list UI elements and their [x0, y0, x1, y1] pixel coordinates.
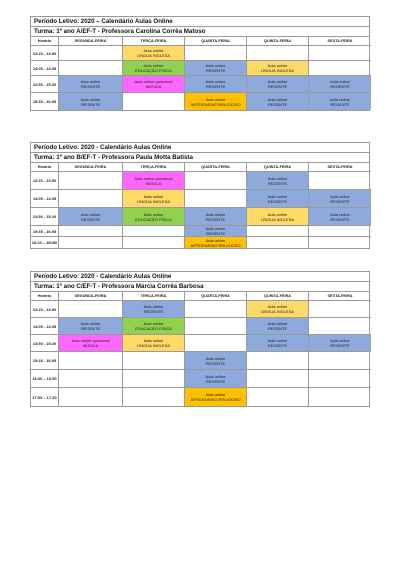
empty-slot [59, 237, 123, 248]
subject-label: MÚSICA [145, 180, 162, 186]
subject-label: REGENTE [205, 360, 226, 366]
class-slot [309, 93, 371, 110]
time-slot: 14:50 - 15:20 [31, 76, 59, 93]
subject-label: REGENTE [80, 101, 101, 107]
class-slot [59, 335, 123, 352]
class-mode-label: Aula online [143, 193, 164, 199]
class-slot [247, 208, 309, 226]
subject-label: REGENTE [330, 343, 350, 348]
subject-label: REGENTE [143, 309, 164, 314]
class-teacher-heading: Turma: 1º ano B/EF-T - Professora Paula Motta Batista [31, 153, 369, 163]
empty-slot [123, 352, 185, 370]
column-header-day: QUARTA-FEIRA [185, 163, 247, 172]
empty-slot [59, 172, 123, 190]
subject-label: REGENTE [80, 216, 101, 222]
subject-label: LÍNGUA INGLESA [136, 53, 171, 58]
time-slot: 16:20 – 16:50 [31, 370, 59, 388]
time-slot: 16:20 – 16h50 [31, 237, 59, 248]
class-mode-label: Aula online [143, 211, 164, 217]
empty-slot [59, 226, 123, 237]
class-slot [123, 208, 185, 226]
class-slot [247, 76, 309, 93]
class-slot [247, 61, 309, 76]
class-slot [309, 208, 371, 226]
empty-slot [247, 237, 309, 248]
class-mode-label: Aula online [205, 355, 226, 361]
class-mode-label: Aula online [205, 392, 226, 397]
class-mode-label: Aula online [330, 79, 350, 84]
class-slot [309, 335, 371, 352]
class-slot [309, 190, 371, 208]
class-slot [123, 335, 185, 352]
schedule-title: Período Letivo: 2020 - Calendário Aulas Online [31, 143, 369, 153]
empty-slot [185, 301, 247, 318]
column-header-day: TERÇA-FEIRA [123, 37, 185, 46]
subject-label: EDUCAÇÃO FÍSICA [135, 326, 172, 331]
empty-slot [59, 388, 123, 406]
class-mode-label: Aula online [267, 338, 288, 343]
column-header-day: SEGUNDA-FEIRA [59, 292, 123, 301]
time-slot: 14:05 - 14:35 [31, 190, 59, 208]
time-slot: 14:50 - 15:20 [31, 335, 59, 352]
class-slot [59, 318, 123, 335]
subject-label: REGENTE [80, 84, 101, 89]
class-mode-label: Aula online [205, 211, 226, 217]
subject-label: REGENTE [205, 68, 226, 73]
subject-label: REGENTE [330, 84, 350, 89]
subject-label: REGENTE [205, 231, 226, 236]
empty-slot [185, 172, 247, 190]
class-slot [123, 172, 185, 190]
class-mode-label: Aula online [267, 96, 288, 102]
class-mode-label: Aula online [80, 96, 101, 102]
class-mode-label: Aula online [267, 211, 288, 217]
time-slot: 15:35 - 16:05 [31, 93, 59, 110]
subject-label: ARTE/ENSINO RELIGIOSO [190, 397, 241, 402]
class-slot [59, 93, 123, 110]
class-mode-label: Aula online [267, 304, 288, 309]
schedule-title: Período Letivo: 2020 – Calendário Aulas Online [31, 17, 369, 27]
class-slot [185, 61, 247, 76]
empty-slot [185, 46, 247, 61]
class-slot [247, 172, 309, 190]
class-mode-label: Aula online [205, 226, 226, 231]
subject-label: REGENTE [205, 84, 226, 89]
class-mode-label: Aula online quinzenal [71, 338, 110, 343]
class-mode-label: Aula online [267, 79, 288, 84]
empty-slot [309, 172, 371, 190]
subject-label: REGENTE [330, 216, 350, 222]
class-mode-label: Aula online [143, 48, 164, 53]
class-slot [123, 301, 185, 318]
empty-slot [309, 318, 371, 335]
class-mode-label: Aula online [330, 338, 350, 343]
class-slot [123, 76, 185, 93]
class-slot [123, 61, 185, 76]
time-slot: 13:20 - 13:50 [31, 172, 59, 190]
column-header-day: QUARTA-FEIRA [185, 292, 247, 301]
subject-label: REGENTE [267, 101, 288, 107]
column-header-day: QUARTA-FEIRA [185, 37, 247, 46]
schedule-grid [31, 292, 369, 406]
class-mode-label: Aula online [267, 193, 288, 199]
empty-slot [59, 61, 123, 76]
class-mode-label: Aula online [267, 321, 288, 326]
class-mode-label: Aula online [267, 175, 288, 181]
class-slot [247, 93, 309, 110]
class-slot [247, 190, 309, 208]
class-slot [59, 76, 123, 93]
class-teacher-heading: Turma: 1º ano A/EF-T - Professora Carolina Corrêa Matoso [31, 27, 369, 37]
empty-slot [309, 370, 371, 388]
empty-slot [59, 301, 123, 318]
subject-label: ARTE/ENSINO RELIGIOSO [190, 242, 241, 248]
class-slot [247, 301, 309, 318]
class-slot [59, 208, 123, 226]
class-slot [123, 190, 185, 208]
schedule-title: Período Letivo: 2020 - Calendário Aulas Online [31, 272, 369, 282]
class-mode-label: Aula online [143, 338, 164, 343]
empty-slot [247, 388, 309, 406]
class-slot [185, 226, 247, 237]
schedule-table [30, 142, 370, 249]
class-slot [247, 318, 309, 335]
schedule-table [30, 271, 370, 407]
class-mode-label: Aula online [330, 211, 350, 217]
empty-slot [309, 352, 371, 370]
empty-slot [123, 226, 185, 237]
subject-label: LÍNGUA INGLESA [260, 68, 295, 73]
class-slot [247, 335, 309, 352]
subject-label: REGENTE [205, 216, 226, 222]
column-header-day: SEGUNDA-FEIRA [59, 163, 123, 172]
subject-label: REGENTE [267, 198, 288, 204]
schedule-table [30, 16, 370, 111]
subject-label: LÍNGUA INGLESA [136, 198, 171, 204]
empty-slot [309, 46, 371, 61]
class-mode-label: Aula online [205, 63, 226, 68]
empty-slot [247, 370, 309, 388]
time-slot: 14:05 - 14:35 [31, 318, 59, 335]
subject-label: EDUCAÇÃO FÍSICA [135, 216, 172, 222]
class-mode-label: Aula online quinzenal [134, 175, 173, 181]
class-mode-label: Aula online [143, 63, 164, 68]
column-header-day: QUINTA-FEIRA [247, 292, 309, 301]
column-header-day: TERÇA-FEIRA [123, 292, 185, 301]
time-slot: 14:50 - 15:20 [31, 208, 59, 226]
empty-slot [185, 335, 247, 352]
class-slot [185, 76, 247, 93]
class-mode-label: Aula online [267, 63, 288, 68]
class-mode-label: Aula online [80, 79, 101, 84]
column-header-day: TERÇA-FEIRA [123, 163, 185, 172]
column-header-day: SEXTA-FEIRA [309, 292, 371, 301]
empty-slot [123, 388, 185, 406]
class-slot [185, 352, 247, 370]
class-slot [185, 208, 247, 226]
empty-slot [247, 352, 309, 370]
subject-label: REGENTE [80, 326, 101, 331]
column-header-time: Horário [31, 163, 59, 172]
class-slot [185, 93, 247, 110]
column-header-day: SEXTA-FEIRA [309, 37, 371, 46]
empty-slot [123, 370, 185, 388]
schedule-grid [31, 163, 369, 248]
class-mode-label: Aula online [80, 321, 101, 326]
subject-label: REGENTE [267, 180, 288, 186]
time-slot: 13:20 - 13:50 [31, 46, 59, 61]
class-mode-label: Aula online [205, 96, 226, 102]
schedule-grid [31, 37, 369, 110]
empty-slot [59, 46, 123, 61]
empty-slot [59, 352, 123, 370]
subject-label: LÍNGUA INGLESA [260, 216, 295, 222]
column-header-day: SEXTA-FEIRA [309, 163, 371, 172]
empty-slot [123, 237, 185, 248]
subject-label: MÚSICA [145, 84, 162, 89]
empty-slot [185, 318, 247, 335]
class-teacher-heading: Turma: 1º ano C/EF-T - Professora Márcia Corrêa Barbosa [31, 282, 369, 292]
class-mode-label: Aula online [205, 237, 226, 243]
empty-slot [309, 237, 371, 248]
empty-slot [309, 61, 371, 76]
time-slot: 15:35 - 16:05 [31, 226, 59, 237]
empty-slot [185, 190, 247, 208]
empty-slot [247, 226, 309, 237]
subject-label: REGENTE [330, 101, 350, 107]
class-slot [185, 237, 247, 248]
class-slot [309, 76, 371, 93]
subject-label: REGENTE [267, 84, 288, 89]
time-slot: 15:35 - 16:05 [31, 352, 59, 370]
subject-label: REGENTE [205, 378, 226, 384]
class-slot [185, 388, 247, 406]
class-mode-label: Aula online [205, 373, 226, 379]
class-mode-label: Aula online [143, 321, 164, 326]
class-mode-label: Aula online [330, 193, 350, 199]
empty-slot [309, 226, 371, 237]
subject-label: REGENTE [267, 343, 288, 348]
subject-label: REGENTE [330, 198, 350, 204]
empty-slot [309, 388, 371, 406]
empty-slot [123, 93, 185, 110]
column-header-day: QUINTA-FEIRA [247, 163, 309, 172]
class-mode-label: Aula online [205, 79, 226, 84]
column-header-day: QUINTA-FEIRA [247, 37, 309, 46]
subject-label: MÚSICA [82, 343, 99, 348]
subject-label: REGENTE [267, 326, 288, 331]
subject-label: LÍNGUA INGLESA [136, 343, 171, 348]
empty-slot [247, 46, 309, 61]
subject-label: LÍNGUA INGLESA [260, 309, 295, 314]
class-mode-label: Aula online [330, 96, 350, 102]
class-slot [123, 46, 185, 61]
class-slot [123, 318, 185, 335]
class-mode-label: Aula online [80, 211, 101, 217]
time-slot: 14:05 - 14:35 [31, 61, 59, 76]
time-slot: 13:20 - 13:50 [31, 301, 59, 318]
empty-slot [59, 190, 123, 208]
class-slot [185, 370, 247, 388]
time-slot: 17:05 – 17:30 [31, 388, 59, 406]
subject-label: EDUCAÇÃO FÍSICA [135, 68, 172, 73]
class-mode-label: Aula online [143, 304, 164, 309]
class-mode-label: Aula online quinzenal [134, 79, 173, 84]
empty-slot [59, 370, 123, 388]
subject-label: ARTE/ENSINO RELIGIOSO [190, 101, 241, 107]
column-header-day: SEGUNDA-FEIRA [59, 37, 123, 46]
column-header-time: Horário [31, 292, 59, 301]
empty-slot [309, 301, 371, 318]
column-header-time: Horário [31, 37, 59, 46]
